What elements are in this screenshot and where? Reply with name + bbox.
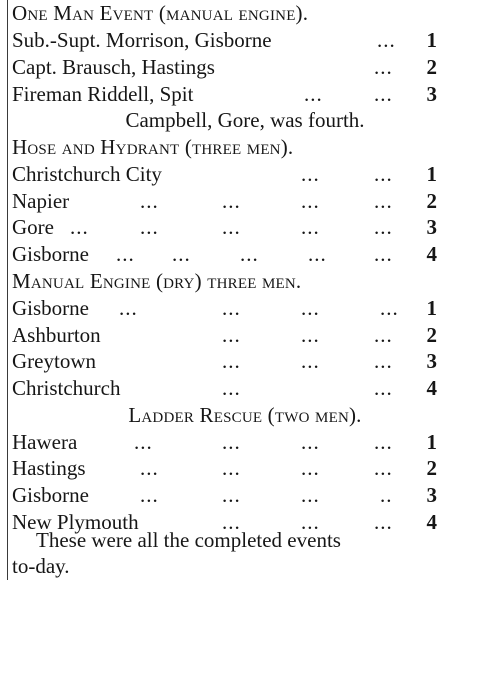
- competitor-name: Gore: [12, 215, 54, 239]
- competitor-name: Gisborne: [12, 483, 89, 507]
- result-row: [12, 241, 437, 268]
- leader-dots: ...: [301, 215, 320, 239]
- leader-dots: ...: [301, 323, 320, 347]
- competitor-name: Greytown: [12, 349, 96, 373]
- leader-dots: ...: [140, 215, 159, 239]
- closing-paragraph-line-1: These were all the completed events: [36, 528, 341, 552]
- leader-dots: ...: [222, 376, 241, 400]
- leader-dots: ...: [222, 296, 241, 320]
- placing-number: 2: [426, 55, 437, 79]
- competitor-name: Gisborne: [12, 296, 89, 320]
- result-row: [12, 161, 437, 188]
- leader-dots: ...: [172, 242, 191, 266]
- leader-dots: ...: [222, 215, 241, 239]
- leader-dots: ...: [140, 456, 159, 480]
- leader-dots: ...: [374, 82, 393, 106]
- placing-number: 3: [426, 483, 437, 507]
- leader-dots: ...: [140, 189, 159, 213]
- leader-dots: ...: [134, 430, 153, 454]
- leader-dots: ...: [222, 349, 241, 373]
- leader-dots: ...: [374, 430, 393, 454]
- leader-dots: ...: [301, 456, 320, 480]
- result-row: [12, 214, 437, 241]
- leader-dots: ...: [374, 242, 393, 266]
- leader-dots: ..: [380, 483, 393, 507]
- result-row: [12, 295, 437, 322]
- leader-dots: ...: [301, 162, 320, 186]
- competitor-name: Gisborne: [12, 242, 89, 266]
- result-row: [12, 429, 437, 456]
- leader-dots: ...: [116, 242, 135, 266]
- competitor-name: Christchurch: [12, 376, 121, 400]
- competitor-name: Napier: [12, 189, 70, 213]
- placing-number: 2: [426, 456, 437, 480]
- leader-dots: ...: [222, 430, 241, 454]
- result-row: [12, 188, 437, 215]
- leader-dots: ...: [380, 296, 399, 320]
- placing-number: 4: [426, 510, 437, 534]
- competitor-name: Capt. Brausch, Hastings: [12, 55, 215, 79]
- leader-dots: ...: [140, 483, 159, 507]
- event-note: Campbell, Gore, was fourth.: [125, 108, 365, 132]
- event-heading-manual-engine: Manual Engine (dry) three men.: [12, 269, 302, 293]
- result-row: [12, 455, 437, 482]
- result-row: [12, 348, 437, 375]
- leader-dots: ...: [222, 510, 241, 534]
- leader-dots: ...: [374, 510, 393, 534]
- placing-number: 2: [426, 189, 437, 213]
- leader-dots: ...: [301, 349, 320, 373]
- leader-dots: ...: [222, 456, 241, 480]
- leader-dots: ...: [301, 430, 320, 454]
- result-row: [12, 27, 437, 54]
- result-row: [12, 322, 437, 349]
- leader-dots: ...: [374, 323, 393, 347]
- leader-dots: ...: [222, 189, 241, 213]
- competitor-name: Ashburton: [12, 323, 101, 347]
- competitor-name: Fireman Riddell, Spit: [12, 82, 194, 106]
- leader-dots: ...: [374, 55, 393, 79]
- placing-number: 1: [426, 430, 437, 454]
- closing-paragraph-line-2: to-day.: [12, 554, 70, 578]
- event-heading-one-man: One Man Event (manual engine).: [12, 1, 309, 25]
- leader-dots: ...: [374, 215, 393, 239]
- placing-number: 4: [426, 376, 437, 400]
- event-heading-hose-and-hydrant: Hose and Hydrant (three men).: [12, 135, 294, 159]
- placing-number: 3: [426, 215, 437, 239]
- leader-dots: ...: [304, 82, 323, 106]
- leader-dots: ...: [70, 215, 89, 239]
- competitor-name: Hawera: [12, 430, 78, 454]
- competitor-name: Christchurch City: [12, 162, 162, 186]
- competitor-name: New Plymouth: [12, 510, 139, 534]
- placing-number: 1: [426, 296, 437, 320]
- leader-dots: ...: [377, 28, 396, 52]
- leader-dots: ...: [374, 456, 393, 480]
- leader-dots: ...: [240, 242, 259, 266]
- result-row: [12, 81, 437, 108]
- leader-dots: ...: [119, 296, 138, 320]
- competitor-name: Sub.-Supt. Morrison, Gisborne: [12, 28, 272, 52]
- leader-dots: ...: [374, 376, 393, 400]
- leader-dots: ...: [308, 242, 327, 266]
- result-row: [12, 375, 437, 402]
- placing-number: 3: [426, 349, 437, 373]
- placing-number: 3: [426, 82, 437, 106]
- placing-number: 1: [426, 162, 437, 186]
- leader-dots: ...: [374, 162, 393, 186]
- newspaper-column: [7, 0, 482, 580]
- leader-dots: ...: [301, 296, 320, 320]
- placing-number: 4: [426, 242, 437, 266]
- placing-number: 2: [426, 323, 437, 347]
- result-row: [12, 54, 437, 81]
- leader-dots: ...: [222, 483, 241, 507]
- placing-number: 1: [426, 28, 437, 52]
- leader-dots: ...: [222, 323, 241, 347]
- competitor-name: Hastings: [12, 456, 86, 480]
- leader-dots: ...: [301, 510, 320, 534]
- leader-dots: ...: [301, 189, 320, 213]
- leader-dots: ...: [374, 349, 393, 373]
- leader-dots: ...: [301, 483, 320, 507]
- leader-dots: ...: [374, 189, 393, 213]
- event-heading-ladder-rescue: Ladder Rescue (two men).: [128, 403, 362, 427]
- result-row: [12, 482, 437, 509]
